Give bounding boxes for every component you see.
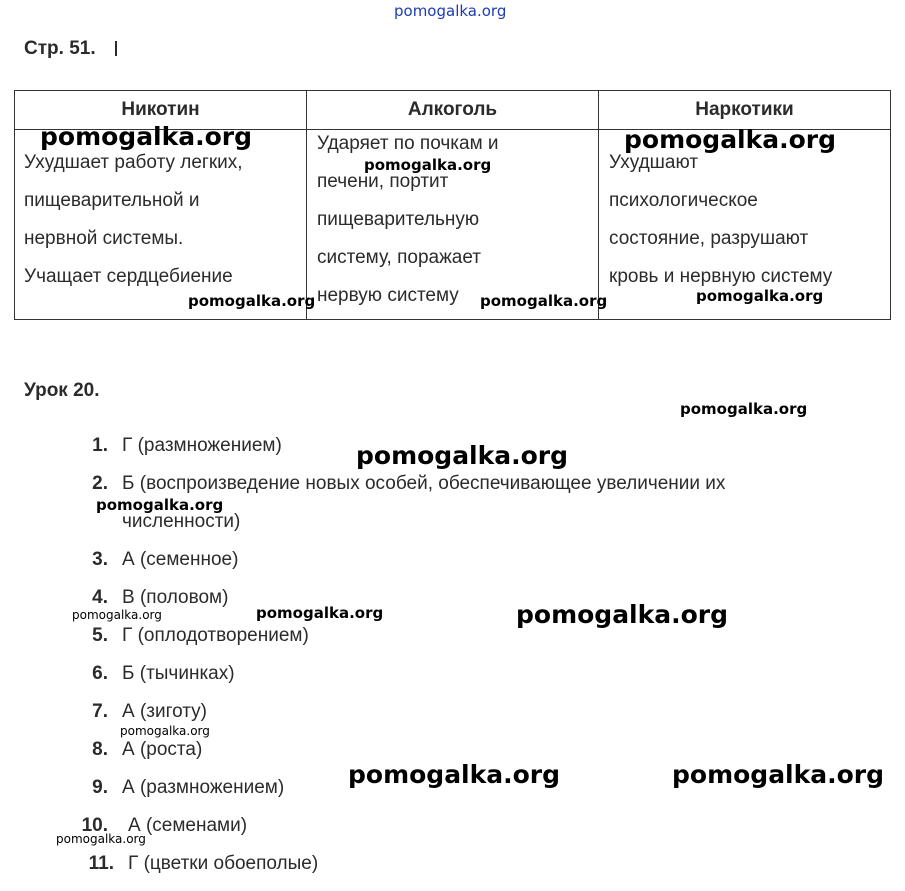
answer-text: В (половом) (122, 587, 229, 608)
answer-text-continued: численности) (122, 511, 241, 532)
watermark: pomogalka.org (56, 832, 146, 846)
answer-text: А (семенное) (122, 549, 239, 570)
answer-text: А (размножением) (122, 777, 285, 798)
watermark: pomogalka.org (348, 760, 561, 789)
page-heading: Стр. 51. (24, 38, 96, 59)
answer-number: 9. (92, 777, 108, 798)
table-header-nicotine: Никотин (121, 99, 200, 120)
text-cursor (115, 41, 117, 56)
answer-number: 4. (92, 587, 108, 608)
lesson-heading: Урок 20. (24, 380, 100, 401)
table-header-drugs: Наркотики (695, 99, 794, 120)
table-cell-text: нервую систему (317, 285, 459, 306)
answer-number: 11. (88, 853, 114, 874)
table-cell-text: пищеварительную (317, 209, 480, 230)
table-cell-text: Ударяет по почкам и (317, 133, 499, 154)
answer-number: 6. (92, 663, 108, 684)
table-cell-text: нервной системы. (24, 228, 184, 249)
watermark: pomogalka.org (680, 400, 808, 418)
table-cell-text: Учащает сердцебиение (24, 266, 233, 287)
watermark: pomogalka.org (188, 292, 316, 310)
answer-number: 3. (92, 549, 108, 570)
table-cell-text: Ухудшают (609, 152, 699, 173)
watermark: pomogalka.org (356, 441, 569, 470)
watermark: pomogalka.org (72, 608, 162, 622)
watermark: pomogalka.org (480, 292, 608, 310)
table-header-alcohol: Алкоголь (407, 99, 498, 120)
answer-text: А (роста) (122, 739, 203, 760)
watermark: pomogalka.org (624, 125, 837, 154)
answer-number: 10. (81, 815, 108, 836)
table-cell-text: психологическое (609, 190, 758, 211)
watermark: pomogalka.org (256, 604, 384, 622)
watermark: pomogalka.org (364, 156, 492, 174)
watermark: pomogalka.org (672, 760, 885, 789)
answer-text: А (зиготу) (122, 701, 208, 722)
watermark: pomogalka.org (40, 122, 253, 151)
watermark: pomogalka.org (516, 600, 729, 629)
table-cell-text: Ухудшает работу легких, (24, 152, 243, 173)
table-cell-text: пищеварительной и (24, 190, 200, 211)
answer-number: 5. (92, 625, 108, 646)
table-cell-text: систему, поражает (317, 247, 482, 268)
table-cell-text: состояние, разрушают (609, 228, 809, 249)
answer-number: 2. (92, 473, 108, 494)
watermark: pomogalka.org (96, 496, 224, 514)
watermark: pomogalka.org (696, 287, 824, 305)
answer-text: А (семенами) (128, 815, 248, 836)
answer-text: Б (воспроизведение новых особей, обеспечивающее увеличении их (122, 473, 726, 494)
answer-text: Б (тычинках) (122, 663, 235, 684)
answer-text: Г (размножением) (122, 435, 282, 456)
site-header-watermark: pomogalka.org (394, 2, 507, 20)
answer-number: 8. (92, 739, 108, 760)
answer-number: 7. (92, 701, 108, 722)
answer-text: Г (оплодотворением) (122, 625, 309, 646)
table-cell-text: печени, портит (317, 171, 449, 192)
answer-number: 1. (92, 435, 108, 456)
table-cell-text: кровь и нервную систему (609, 266, 833, 287)
watermark: pomogalka.org (120, 724, 210, 738)
answer-text: Г (цветки обоеполые) (128, 853, 319, 874)
